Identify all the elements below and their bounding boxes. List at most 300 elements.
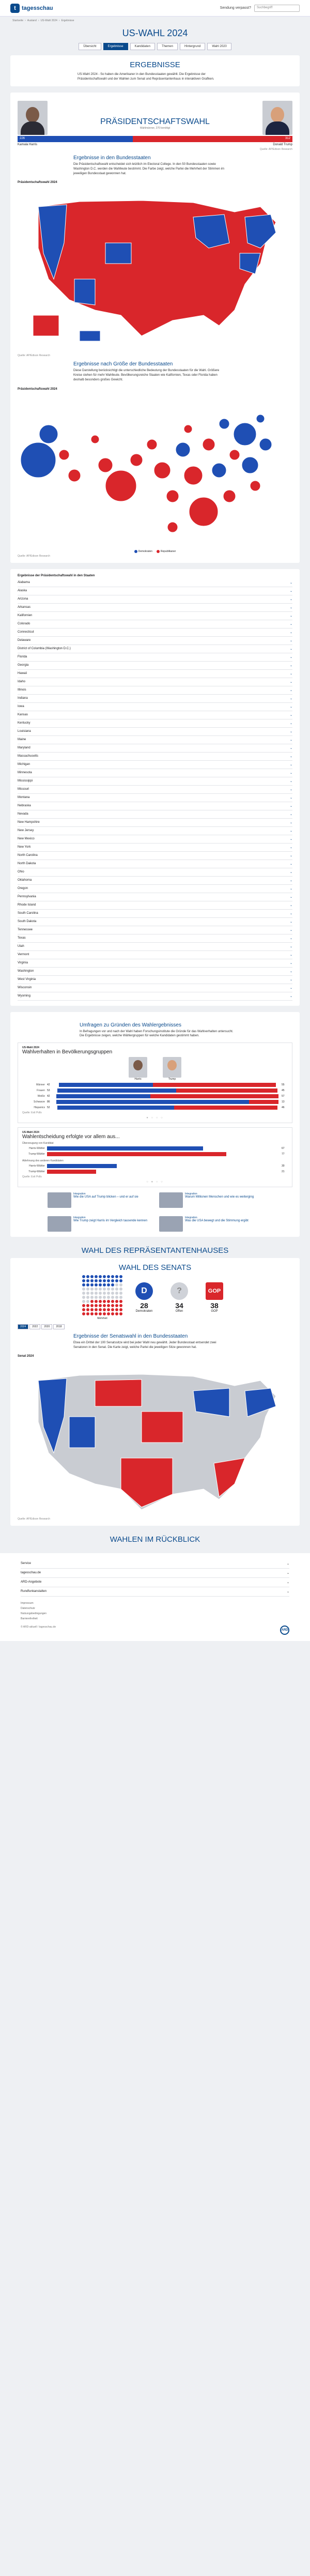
candidate-photo-trump — [262, 101, 292, 135]
teaser-kicker: Integration — [185, 1192, 197, 1195]
state-row[interactable] — [18, 695, 292, 703]
state-row[interactable] — [18, 786, 292, 794]
state-row[interactable] — [18, 728, 292, 736]
dem-value: 53 — [47, 1088, 50, 1092]
gop-party-icon: GOP — [206, 1282, 223, 1300]
senate-seat — [86, 1312, 89, 1315]
state-bubble[interactable] — [223, 490, 236, 502]
senate-seat — [86, 1283, 89, 1286]
teaser-headline[interactable]: Warum Millionen Menschen und wie es weiterging — [185, 1195, 254, 1199]
state-name: Ohio — [18, 870, 24, 873]
state-row[interactable] — [18, 951, 292, 959]
state-row[interactable] — [18, 868, 292, 877]
motive-track — [47, 1170, 280, 1174]
state-name: New Hampshire — [18, 820, 40, 824]
senate-seat — [115, 1296, 118, 1299]
breadcrumb-separator: › — [25, 19, 26, 22]
state-name: South Dakota — [18, 919, 37, 923]
dem-bar — [57, 1088, 176, 1093]
state-name: Florida — [18, 655, 27, 658]
senate-seat — [119, 1279, 122, 1282]
state-table-heading: Ergebnisse der Präsidentschaftswahl in den Staaten — [18, 574, 95, 577]
state-bubble[interactable] — [21, 442, 56, 478]
exit2-title: Wahlentscheidung erfolgte vor allem aus... — [22, 1133, 120, 1140]
state-row[interactable] — [18, 769, 292, 777]
teaser-card[interactable] — [48, 1192, 151, 1208]
senate-seat — [99, 1287, 102, 1291]
state-bubble[interactable] — [234, 423, 256, 446]
chevron-down-icon: ⌄ — [289, 920, 292, 924]
state-row[interactable] — [18, 959, 292, 968]
dem-bar — [56, 1094, 150, 1098]
exit1-caption: US-Wahl 2024 — [22, 1046, 39, 1049]
state-row[interactable] — [18, 934, 292, 943]
chevron-down-icon: ⌄ — [289, 837, 292, 841]
exit-heading: Umfragen zu Gründen des Wahlergebnisses — [80, 1022, 181, 1028]
chevron-down-icon: ⌄ — [289, 713, 292, 717]
motive-value: 30 — [282, 1164, 285, 1168]
state-name: North Carolina — [18, 853, 38, 857]
senate-seat — [107, 1275, 110, 1278]
motive-row — [22, 1152, 288, 1156]
state-bubble[interactable] — [212, 463, 226, 478]
senate-seat — [107, 1308, 110, 1311]
state-row[interactable] — [18, 910, 292, 918]
chevron-down-icon: ⌄ — [289, 788, 292, 791]
exit-bar-track — [55, 1088, 280, 1093]
teaser-kicker: Integration — [73, 1216, 86, 1219]
dem-value: 42 — [47, 1094, 50, 1098]
state-row[interactable] — [18, 595, 292, 604]
senate-tab-2022[interactable]: 2022 — [29, 1324, 40, 1329]
senate-seat — [99, 1300, 102, 1303]
state-row[interactable] — [18, 653, 292, 662]
senate-seat — [86, 1287, 89, 1291]
state-row[interactable] — [18, 901, 292, 910]
state-name: Massachusetts — [18, 754, 39, 758]
dem-party-icon: D — [135, 1282, 153, 1300]
results-heading: ERGEBNISSE — [130, 60, 180, 69]
logo-text: tagesschau — [22, 5, 53, 11]
senate-section — [10, 1258, 300, 1526]
state-name: Montana — [18, 795, 30, 799]
chevron-down-icon: ⌄ — [289, 622, 292, 626]
senate-seat — [103, 1283, 106, 1286]
state-bubble[interactable] — [59, 450, 69, 460]
senate-seat — [86, 1304, 89, 1307]
senate-seat — [82, 1292, 85, 1295]
state-name: Minnesota — [18, 771, 32, 774]
state-bubble[interactable] — [229, 450, 240, 460]
exit2-bars-b — [22, 1164, 288, 1174]
footer-link[interactable]: Nutzungsbedingungen — [21, 1612, 47, 1616]
state-row[interactable] — [18, 777, 292, 786]
state-row[interactable] — [18, 711, 292, 719]
state-bubble[interactable] — [250, 481, 260, 491]
state-name: Kalifornien — [18, 614, 33, 617]
state-row[interactable] — [18, 984, 292, 992]
senate-seat — [111, 1308, 114, 1311]
exit-bar-track — [55, 1094, 280, 1098]
tab-übersicht[interactable]: Übersicht — [79, 43, 101, 50]
state-row[interactable] — [18, 852, 292, 860]
exit2-caption: US-Wahl 2024 — [22, 1130, 39, 1134]
state-bubble[interactable] — [184, 466, 203, 485]
tab-hintergrund[interactable]: Hintergrund — [180, 43, 205, 50]
senate-map[interactable] — [18, 1360, 292, 1515]
state-name: Vermont — [18, 953, 29, 956]
tab-kandidaten[interactable]: Kandidaten — [130, 43, 155, 50]
state-row[interactable] — [18, 612, 292, 620]
footer-row[interactable] — [21, 1559, 289, 1569]
footer-link[interactable]: Datenschutz — [21, 1607, 35, 1611]
teaser-kicker: Integration — [185, 1216, 197, 1219]
state-row[interactable] — [18, 877, 292, 885]
motive-label: Trump-Wähler — [28, 1152, 45, 1156]
site-logo[interactable] — [10, 4, 53, 13]
senate-seat — [82, 1283, 85, 1286]
state-name: North Dakota — [18, 862, 36, 865]
state-name: South Carolina — [18, 911, 38, 915]
senate-seat — [103, 1312, 106, 1315]
senate-seat — [99, 1308, 102, 1311]
senate-seat — [82, 1304, 85, 1307]
state-row[interactable] — [18, 645, 292, 653]
senate-seat — [107, 1287, 110, 1291]
exit-row-label: Frauen — [37, 1088, 45, 1092]
senate-seat — [119, 1275, 122, 1278]
state-row[interactable] — [18, 719, 292, 728]
state-name: Hawaii — [18, 671, 27, 675]
chevron-down-icon: ⌄ — [289, 862, 292, 866]
senate-seat — [107, 1300, 110, 1303]
chevron-down-icon: ⌄ — [289, 986, 292, 990]
senate-seat — [99, 1292, 102, 1295]
state-bubble[interactable] — [256, 415, 265, 423]
exit-bar-track — [55, 1083, 280, 1087]
state-row[interactable] — [18, 628, 292, 637]
exit-row-label: Weiße — [37, 1094, 45, 1098]
state-name: Connecticut — [18, 630, 34, 634]
state-row[interactable] — [18, 918, 292, 926]
senate-seat — [103, 1308, 106, 1311]
state-bubble[interactable] — [259, 438, 272, 451]
senate-seat — [95, 1300, 98, 1303]
state-bubble[interactable] — [166, 490, 179, 502]
senate-seat — [90, 1287, 94, 1291]
bubble-source: Quelle: AP/Edison Research — [18, 554, 51, 558]
tab-wahl 2020[interactable]: Wahl 2020 — [207, 43, 231, 50]
breadcrumb-item[interactable]: Ergebnisse — [61, 19, 74, 22]
state-bubble[interactable] — [68, 469, 81, 482]
teaser-card[interactable] — [159, 1216, 262, 1232]
review-heading: WAHLEN IM RÜCKBLICK — [110, 1535, 200, 1544]
state-row[interactable] — [18, 992, 292, 1001]
chevron-down-icon: ⌄ — [289, 994, 292, 998]
state-row[interactable] — [18, 744, 292, 753]
exit-bar-track — [55, 1100, 280, 1104]
states-heading: Ergebnisse in den Bundesstaaten — [73, 155, 151, 161]
exit-col-trump: Trump — [168, 1077, 176, 1081]
state-row[interactable] — [18, 761, 292, 769]
map-title: Präsidentschaftswahl 2024 — [18, 181, 57, 185]
state-name: Washington — [18, 969, 34, 973]
motive-value: 67 — [282, 1146, 285, 1150]
state-row[interactable] — [18, 703, 292, 711]
senate-seat — [90, 1308, 94, 1311]
missed-show-link[interactable]: Sendung verpasst? — [220, 6, 251, 10]
senate-seat — [86, 1279, 89, 1282]
state-name: Oklahoma — [18, 878, 32, 882]
chevron-down-icon: ⌄ — [286, 1590, 289, 1594]
senate-year-tabs — [18, 1324, 292, 1329]
state-row[interactable] — [18, 943, 292, 951]
state-bubble[interactable] — [98, 458, 113, 472]
chevron-down-icon: ⌄ — [289, 738, 292, 742]
state-row[interactable] — [18, 620, 292, 628]
senate-seat — [115, 1283, 118, 1286]
state-bubble[interactable] — [189, 497, 218, 526]
dem-value: 86 — [47, 1100, 50, 1103]
footer — [0, 1553, 310, 1641]
senate-body: Etwa ein Drittel der 100 Senatssitze wird bei jeder Wahl neu gewählt. Jeder Bundesstaat entsendet zwei Senatoren in den Senat. Die Karte zeigt, welche Partei die jeweiligen Sitze gewonnen hat. — [73, 1341, 216, 1349]
state-bubble[interactable] — [167, 522, 178, 532]
motive-label: Harris-Wähler — [29, 1146, 45, 1150]
tab-ergebnisse[interactable]: Ergebnisse — [103, 43, 128, 50]
rep-value: 57 — [282, 1094, 285, 1098]
state-row[interactable] — [18, 736, 292, 744]
teaser-image — [159, 1216, 183, 1232]
state-row[interactable] — [18, 810, 292, 819]
motive-row — [22, 1170, 288, 1174]
footer-row-label: ARD-Angebote — [21, 1581, 42, 1584]
state-row[interactable] — [18, 802, 292, 810]
chevron-down-icon: ⌄ — [289, 829, 292, 833]
senate-seat — [95, 1292, 98, 1295]
motive-fill — [47, 1170, 96, 1174]
carousel-dots-2[interactable]: ○ ● ○ ○ — [146, 1180, 164, 1184]
footer-copy: © ARD-aktuell / tagesschau.de — [21, 1626, 56, 1629]
results-lead: US-Wahl 2024 - So haben die Amerikaner in den Bundesstaaten gewählt. Die Ergebnisse der Präsidentschaftswahl und der Wahlen zum Senat und Repräsentantenhaus in interaktiven Grafiken. — [78, 73, 214, 81]
state-row[interactable] — [18, 686, 292, 695]
motive-fill — [47, 1146, 203, 1151]
president-heading: PRÄSIDENTSCHAFTSWAHL — [100, 117, 210, 127]
state-row[interactable] — [18, 819, 292, 827]
state-bubble[interactable] — [130, 454, 143, 466]
rep-value: 45 — [282, 1088, 285, 1092]
state-name: Michigan — [18, 762, 30, 766]
state-row[interactable] — [18, 860, 292, 868]
senate-seat — [95, 1287, 98, 1291]
footer-link[interactable]: Impressum — [21, 1602, 34, 1605]
exit-row-label: Männer — [36, 1083, 45, 1086]
exit-row-label: Hispanics — [34, 1106, 45, 1109]
senate-tab-2018[interactable]: 2018 — [53, 1324, 64, 1329]
state-bubble[interactable] — [147, 439, 157, 450]
footer-row[interactable] — [21, 1569, 289, 1578]
state-name: Iowa — [18, 704, 24, 708]
state-row[interactable] — [18, 827, 292, 835]
senate-seat — [103, 1292, 106, 1295]
breadcrumb-item[interactable]: Startseite — [12, 19, 24, 22]
state-name: Virginia — [18, 961, 28, 964]
rep-bar — [249, 1100, 278, 1104]
state-row[interactable] — [18, 670, 292, 678]
state-row[interactable] — [18, 835, 292, 844]
exit1-source: Quelle: Exit Polls — [22, 1111, 42, 1114]
teaser-card[interactable] — [159, 1192, 262, 1208]
state-row[interactable] — [18, 968, 292, 976]
senate-seat — [82, 1287, 85, 1291]
bubble-map[interactable] — [18, 393, 292, 548]
exit1-bars — [22, 1083, 288, 1110]
chevron-down-icon: ⌄ — [286, 1581, 289, 1585]
exit1-title: Wahlverhalten in Bevölkerungsgruppen — [22, 1049, 113, 1055]
search-input[interactable]: Suchbegriff — [254, 5, 300, 12]
footer-row-label: Rundfunkanstalten — [21, 1590, 47, 1593]
chevron-down-icon: ⌄ — [289, 821, 292, 824]
state-row[interactable] — [18, 637, 292, 645]
senate-dem: D 28 Demokraten — [131, 1282, 158, 1313]
ard-logo[interactable]: ARD — [280, 1626, 289, 1635]
senate-open: ? 34 Offen — [166, 1282, 193, 1313]
senate-seat — [103, 1275, 106, 1278]
state-bubble[interactable] — [39, 425, 58, 443]
state-row[interactable] — [18, 604, 292, 612]
state-row[interactable] — [18, 926, 292, 934]
state-name: New Jersey — [18, 829, 34, 832]
state-bubble[interactable] — [176, 442, 190, 457]
teaser-headline[interactable]: Was die USA bewegt und die Stimmung ergibt — [185, 1219, 249, 1222]
senate-seat — [107, 1304, 110, 1307]
dem-bar — [59, 1083, 153, 1087]
state-row[interactable] — [18, 844, 292, 852]
teaser-headline[interactable]: Wie die USA auf Trump blicken – und er auf sie — [73, 1195, 138, 1199]
exit-bar-row — [22, 1100, 288, 1104]
state-name: Illinois — [18, 688, 26, 692]
motive-fill — [47, 1152, 226, 1156]
state-row[interactable] — [18, 893, 292, 901]
senate-tab-2024[interactable]: 2024 — [18, 1324, 28, 1329]
senate-seat — [107, 1296, 110, 1299]
dem-electoral-bar: 226 — [18, 136, 133, 142]
senate-seat — [99, 1304, 102, 1307]
dem-value: 52 — [47, 1106, 50, 1109]
state-name: Kentucky — [18, 721, 30, 725]
exit-bar-row — [22, 1088, 288, 1093]
teaser-card[interactable] — [48, 1216, 151, 1232]
state-row[interactable] — [18, 579, 292, 587]
senate-seat — [86, 1308, 89, 1311]
senate-seat — [95, 1275, 98, 1278]
state-accordion — [18, 579, 292, 1001]
state-name: Maryland — [18, 746, 30, 749]
senate-seat-grid — [82, 1275, 122, 1315]
senate-seat — [111, 1283, 114, 1286]
chevron-down-icon: ⌄ — [289, 697, 292, 700]
tab-themen[interactable]: Themen — [157, 43, 178, 50]
rep-bar — [174, 1106, 277, 1110]
senate-seat — [95, 1296, 98, 1299]
state-bubble[interactable] — [91, 435, 99, 443]
bubble-legend — [18, 550, 292, 553]
chevron-down-icon: ⌄ — [289, 688, 292, 692]
exit2-group1: Überzeugung von Kandidat — [22, 1141, 54, 1145]
chevron-down-icon: ⌄ — [289, 680, 292, 684]
exit-bar-row — [22, 1106, 288, 1110]
teaser-image — [159, 1192, 183, 1208]
footer-link[interactable]: Barrierefreiheit — [21, 1617, 38, 1621]
rep-value: 13 — [282, 1100, 285, 1103]
senate-seat — [111, 1279, 114, 1282]
rep-electoral-bar: 312 — [133, 136, 292, 142]
chevron-down-icon: ⌄ — [289, 953, 292, 957]
carousel-dots[interactable]: ● ○ ○ ○ — [146, 1116, 164, 1120]
state-bubble[interactable] — [242, 457, 258, 473]
state-row[interactable] — [18, 753, 292, 761]
breadcrumb-separator: › — [38, 19, 39, 22]
state-name: Pennsylvania — [18, 895, 36, 898]
chevron-down-icon: ⌄ — [289, 655, 292, 659]
state-row[interactable] — [18, 662, 292, 670]
footer-row[interactable] — [21, 1587, 289, 1597]
state-bubble[interactable] — [105, 470, 136, 501]
senate-heading: WAHL DES SENATS — [118, 1263, 192, 1272]
us-results-map[interactable] — [18, 186, 292, 351]
state-row[interactable] — [18, 587, 292, 595]
senate-seat — [82, 1279, 85, 1282]
motive-track — [47, 1152, 280, 1156]
state-bubble[interactable] — [219, 419, 229, 429]
state-name: Rhode Island — [18, 903, 36, 907]
breadcrumb-item[interactable]: Ausland — [27, 19, 37, 22]
chevron-down-icon: ⌄ — [289, 664, 292, 667]
state-name: Oregon — [18, 886, 28, 890]
chevron-down-icon: ⌄ — [289, 755, 292, 758]
breadcrumb-item[interactable]: US-Wahl 2024 — [40, 19, 57, 22]
president-source: Quelle: AP/Edison Research — [259, 148, 292, 151]
state-row[interactable] — [18, 678, 292, 686]
state-row[interactable] — [18, 794, 292, 802]
senate-tab-2020[interactable]: 2020 — [41, 1324, 52, 1329]
state-row[interactable] — [18, 885, 292, 893]
state-name: New Mexico — [18, 837, 35, 840]
state-name: Nebraska — [18, 804, 31, 807]
chevron-down-icon: ⌄ — [289, 970, 292, 973]
teaser-headline[interactable]: Wie Trump zeigt Harris im Vergleich tausende kennen — [73, 1219, 148, 1222]
chevron-down-icon: ⌄ — [289, 796, 292, 800]
senate-seat — [115, 1279, 118, 1282]
state-row[interactable] — [18, 976, 292, 984]
senate-seat — [111, 1300, 114, 1303]
exit-col-harris: Harris — [134, 1077, 142, 1081]
footer-row[interactable] — [21, 1578, 289, 1587]
senate-seat — [90, 1296, 94, 1299]
state-name: New York — [18, 845, 31, 849]
state-name: Delaware — [18, 638, 31, 642]
state-bubble[interactable] — [184, 425, 192, 433]
state-name: Arkansas — [18, 605, 31, 609]
chevron-down-icon: ⌄ — [289, 589, 292, 593]
state-bubble[interactable] — [203, 438, 215, 451]
senate-seat — [115, 1275, 118, 1278]
exit-photo-trump — [163, 1057, 181, 1078]
state-bubble[interactable] — [154, 462, 171, 479]
senate-seat — [90, 1304, 94, 1307]
senate-seat — [103, 1304, 106, 1307]
senate-seat — [107, 1312, 110, 1315]
chevron-down-icon: ⌄ — [289, 597, 292, 601]
